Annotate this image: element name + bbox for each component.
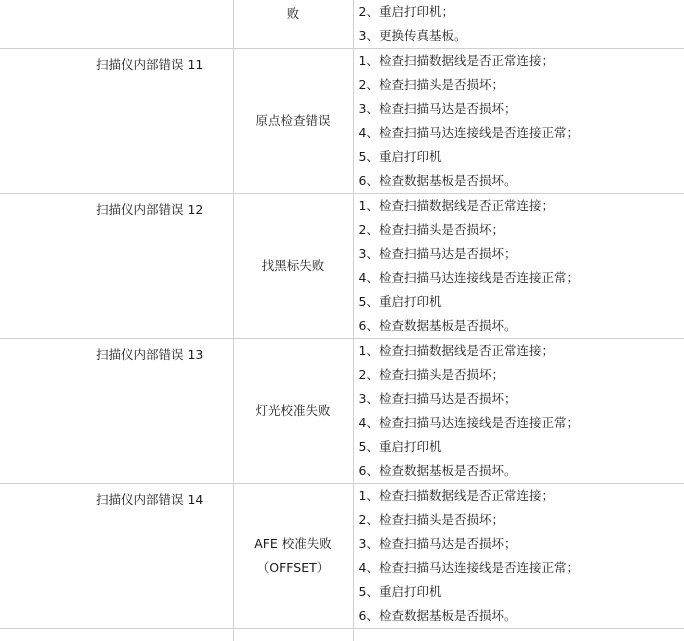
error-code-cell bbox=[0, 339, 233, 484]
fault-name-cell bbox=[233, 629, 353, 641]
fault-name-cell bbox=[233, 49, 353, 194]
table-row bbox=[0, 484, 684, 629]
solution-step: 1、检查扫描数据线是否正常连接； bbox=[359, 194, 684, 218]
solution-step: 5、重启打印机 bbox=[359, 290, 684, 314]
fault-name-cell bbox=[233, 0, 353, 49]
solution-cell bbox=[353, 49, 684, 194]
error-code-cell bbox=[0, 0, 233, 49]
fault-name-cell bbox=[233, 339, 353, 484]
fault-name: 败 bbox=[234, 2, 353, 26]
solution-step: 1、检查扫描数据线是否正常连接； bbox=[359, 339, 684, 363]
solution-step: 3、检查扫描马达是否损坏； bbox=[359, 387, 684, 411]
solution-step: 4、检查扫描马达连接线是否连接正常； bbox=[359, 556, 684, 580]
solution-step: 4、检查扫描马达连接线是否连接正常； bbox=[359, 411, 684, 435]
solution-step: 2、重启打印机； bbox=[359, 0, 684, 24]
solution-cell bbox=[353, 484, 684, 629]
solution-step: 4、检查扫描马达连接线是否连接正常； bbox=[359, 266, 684, 290]
table-row bbox=[0, 0, 684, 49]
solution-cell bbox=[353, 0, 684, 49]
solution-step: 1、检查扫描数据线是否正常连接； bbox=[359, 49, 684, 73]
error-code-cell bbox=[0, 629, 233, 641]
fault-name: （OFFSET） bbox=[234, 556, 353, 580]
solution-step: 1、检查扫描数据线是否正常连接； bbox=[359, 484, 684, 508]
solution-step: 3、更换传真基板。 bbox=[359, 24, 684, 48]
table-row bbox=[0, 194, 684, 339]
solution-step: 6、检查数据基板是否损坏。 bbox=[359, 169, 684, 193]
solution-step: 6、检查数据基板是否损坏。 bbox=[359, 604, 684, 628]
error-code: 扫描仪内部错误 14 bbox=[96, 492, 203, 507]
solution-step: 5、重启打印机 bbox=[359, 580, 684, 604]
error-code-cell bbox=[0, 194, 233, 339]
solution-step: 3、检查扫描马达是否损坏； bbox=[359, 532, 684, 556]
fault-name: 找黑标失败 bbox=[234, 254, 353, 278]
solution-step: 2、检查扫描头是否损坏； bbox=[359, 363, 684, 387]
fault-name: 原点检查错误 bbox=[234, 109, 353, 133]
table-row bbox=[0, 339, 684, 484]
solution-step: 2、检查扫描头是否损坏； bbox=[359, 218, 684, 242]
error-code: 扫描仪内部错误 13 bbox=[96, 347, 203, 362]
solution-step: 3、检查扫描马达是否损坏； bbox=[359, 97, 684, 121]
error-code: 扫描仪内部错误 12 bbox=[96, 202, 203, 217]
error-code-cell bbox=[0, 484, 233, 629]
solution-cell bbox=[353, 194, 684, 339]
table-row bbox=[0, 49, 684, 194]
error-code: 扫描仪内部错误 11 bbox=[96, 57, 203, 72]
table-row bbox=[0, 629, 684, 641]
solution-step: 4、检查扫描马达连接线是否连接正常； bbox=[359, 121, 684, 145]
fault-name: 灯光校准失败 bbox=[234, 399, 353, 423]
solution-step: 5、重启打印机 bbox=[359, 145, 684, 169]
solution-step: 6、检查数据基板是否损坏。 bbox=[359, 459, 684, 483]
solution-step: 3、检查扫描马达是否损坏； bbox=[359, 242, 684, 266]
solution-cell bbox=[353, 629, 684, 641]
solution-step: 2、检查扫描头是否损坏； bbox=[359, 508, 684, 532]
error-code-cell bbox=[0, 49, 233, 194]
fault-name: AFE 校准失败 bbox=[234, 532, 353, 556]
solution-step: 2、检查扫描头是否损坏； bbox=[359, 73, 684, 97]
solution-cell bbox=[353, 339, 684, 484]
fault-name-cell bbox=[233, 194, 353, 339]
solution-step: 5、重启打印机 bbox=[359, 435, 684, 459]
solution-step: 6、检查数据基板是否损坏。 bbox=[359, 314, 684, 338]
fault-name-cell bbox=[233, 484, 353, 629]
